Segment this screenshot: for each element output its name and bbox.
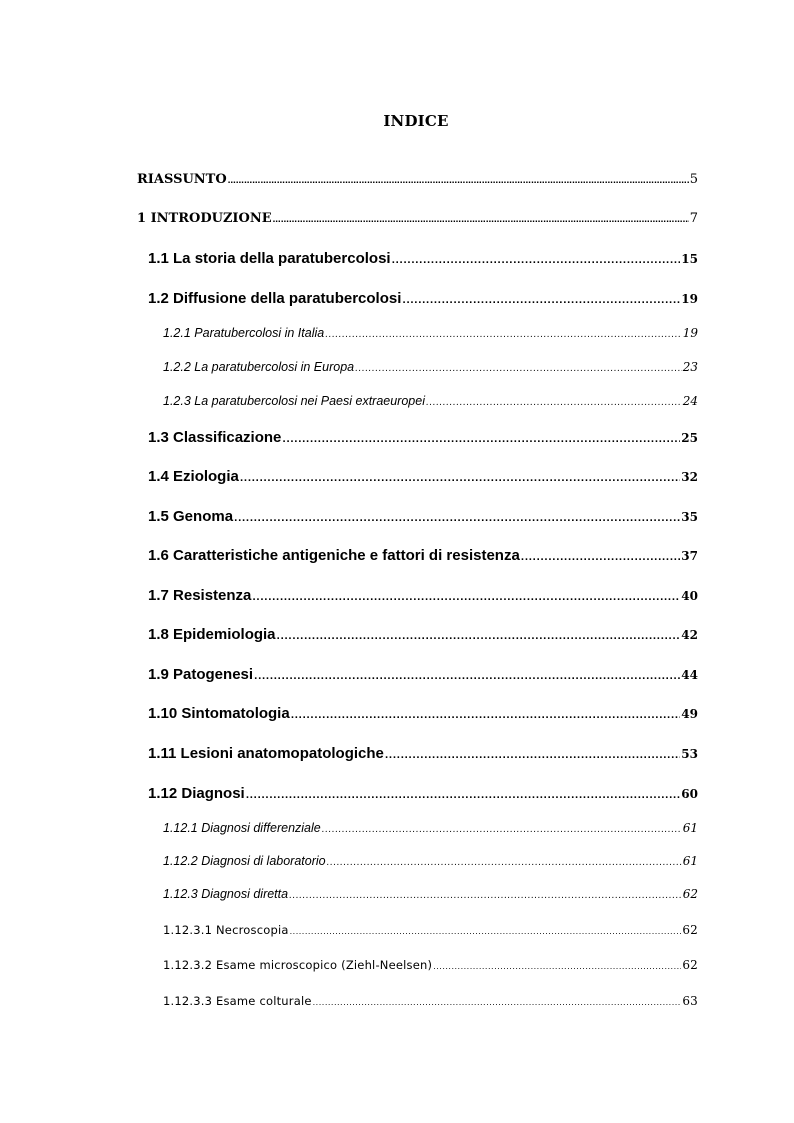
- toc-entry-label: 1.2.1 Paratubercolosi in Italia: [163, 326, 325, 340]
- toc-dot-leader: [273, 215, 689, 224]
- toc-entry-label: 1.6 Caratteristiche antigeniche e fattori di resistenza: [148, 547, 520, 564]
- toc-entry-label: 1.12.2 Diagnosi di laboratorio: [163, 854, 326, 868]
- toc-entry-label: 1.4 Eziologia: [148, 468, 239, 485]
- toc-entry-1-2-2[interactable]: [163, 360, 698, 374]
- toc-entry-1-9[interactable]: [148, 666, 698, 683]
- toc-dot-leader: [234, 514, 680, 524]
- page-title: INDICE: [383, 112, 449, 130]
- toc-entry-label: 1.12.3.3 Esame colturale: [163, 994, 312, 1008]
- toc-entry-label: 1.10 Sintomatologia: [148, 705, 290, 722]
- toc-entry-page: 23: [682, 360, 698, 374]
- toc-dot-leader: [252, 593, 680, 603]
- toc-entry-page: 53: [681, 747, 698, 761]
- toc-entry-riassunto[interactable]: [137, 172, 698, 187]
- toc-dot-leader: [322, 825, 682, 835]
- toc-entry-introduzione[interactable]: [137, 211, 698, 226]
- toc-entry-label: 1.12 Diagnosi: [148, 785, 245, 802]
- toc-entry-1-7[interactable]: [148, 587, 698, 604]
- toc-entry-label: 1.12.3 Diagnosi diretta: [163, 887, 289, 901]
- toc-entry-label: 1.2 Diffusione della paratubercolosi: [148, 290, 402, 307]
- toc-entry-page: 7: [689, 211, 698, 226]
- toc-entry-1-12-2[interactable]: [163, 854, 698, 868]
- toc-entry-page: 35: [681, 510, 698, 524]
- toc-entry-page: 49: [681, 707, 698, 721]
- toc-entry-page: 42: [681, 628, 698, 642]
- toc-entry-1-2[interactable]: [148, 290, 698, 307]
- toc-dot-leader: [392, 256, 681, 266]
- toc-entry-page: 19: [682, 326, 698, 340]
- toc-entry-1-8[interactable]: [148, 626, 698, 643]
- toc-entry-1-12-3-1[interactable]: [163, 923, 698, 937]
- toc-entry-label: 1.2.2 La paratubercolosi in Europa: [163, 360, 355, 374]
- toc-entry-1-2-1[interactable]: [163, 326, 698, 340]
- toc-entry-page: 62: [682, 923, 698, 937]
- toc-dot-leader: [327, 858, 682, 868]
- toc-dot-leader: [313, 998, 682, 1007]
- toc-entry-1-10[interactable]: [148, 705, 698, 722]
- toc-entry-1-2-3[interactable]: [163, 394, 698, 408]
- toc-entry-label: 1.3 Classificazione: [148, 429, 282, 446]
- toc-entry-label: 1.7 Resistenza: [148, 587, 252, 604]
- toc-entry-1-12-3[interactable]: [163, 887, 698, 901]
- toc-entry-label: 1.12.3.2 Esame microscopico (Ziehl-Neelsen): [163, 958, 433, 972]
- toc-dot-leader: [289, 891, 682, 901]
- toc-entry-page: 60: [681, 787, 698, 801]
- toc-entry-label: RIASSUNTO: [137, 172, 227, 187]
- toc-entry-page: 62: [682, 958, 698, 972]
- toc-entry-1-5[interactable]: [148, 508, 698, 525]
- toc-entry-page: 32: [681, 470, 698, 484]
- toc-entry-page: 63: [682, 994, 698, 1008]
- toc-entry-label: 1.5 Genoma: [148, 508, 234, 525]
- toc-entry-label: 1.1 La storia della paratubercolosi: [148, 250, 391, 267]
- toc-entry-page: 5: [689, 172, 698, 187]
- toc-dot-leader: [325, 330, 682, 340]
- toc-entry-page: 62: [682, 887, 698, 901]
- toc-entry-page: 25: [681, 431, 698, 445]
- toc-dot-leader: [291, 711, 681, 721]
- toc-entry-1-3[interactable]: [148, 429, 698, 446]
- toc-entry-1-12-3-3[interactable]: [163, 994, 698, 1008]
- toc-entry-1-11[interactable]: [148, 745, 698, 762]
- toc-entry-label: 1.9 Patogenesi: [148, 666, 254, 683]
- toc-entry-label: 1.8 Epidemiologia: [148, 626, 276, 643]
- toc-dot-leader: [402, 296, 680, 306]
- toc-entry-page: 61: [682, 821, 698, 835]
- toc-entry-label: 1.2.3 La paratubercolosi nei Paesi extraeuropei: [163, 394, 425, 408]
- toc-entry-label: 1.11 Lesioni anatomopatologiche: [148, 745, 384, 762]
- toc-dot-leader: [254, 672, 680, 682]
- toc-entry-1-4[interactable]: [148, 468, 698, 485]
- toc-entry-page: 40: [681, 589, 698, 603]
- toc-dot-leader: [246, 791, 681, 801]
- toc-entry-page: 61: [682, 854, 698, 868]
- toc-dot-leader: [385, 751, 680, 761]
- toc-entry-label: 1.12.1 Diagnosi differenziale: [163, 821, 321, 835]
- toc-dot-leader: [228, 176, 689, 185]
- toc-entry-label: 1 INTRODUZIONE: [137, 211, 272, 226]
- toc-dot-leader: [521, 553, 681, 563]
- toc-entry-1-12-1[interactable]: [163, 821, 698, 835]
- toc-dot-leader: [282, 435, 680, 445]
- toc-dot-leader: [290, 927, 682, 936]
- toc-dot-leader: [426, 398, 682, 408]
- toc-entry-page: 37: [681, 549, 698, 563]
- toc-entry-page: 24: [682, 394, 698, 408]
- toc-dot-leader: [277, 632, 681, 642]
- toc-entry-1-12-3-2[interactable]: [163, 958, 698, 972]
- toc-entry-page: 19: [681, 292, 698, 306]
- toc-entry-1-1[interactable]: [148, 250, 698, 267]
- toc-dot-leader: [240, 474, 680, 484]
- toc-entry-1-12[interactable]: [148, 785, 698, 802]
- toc-dot-leader: [355, 364, 682, 374]
- toc-entry-1-6[interactable]: [148, 547, 698, 564]
- toc-entry-page: 15: [681, 252, 698, 266]
- toc-entry-page: 44: [681, 668, 698, 682]
- toc-dot-leader: [433, 962, 681, 971]
- toc-entry-label: 1.12.3.1 Necroscopia: [163, 923, 289, 937]
